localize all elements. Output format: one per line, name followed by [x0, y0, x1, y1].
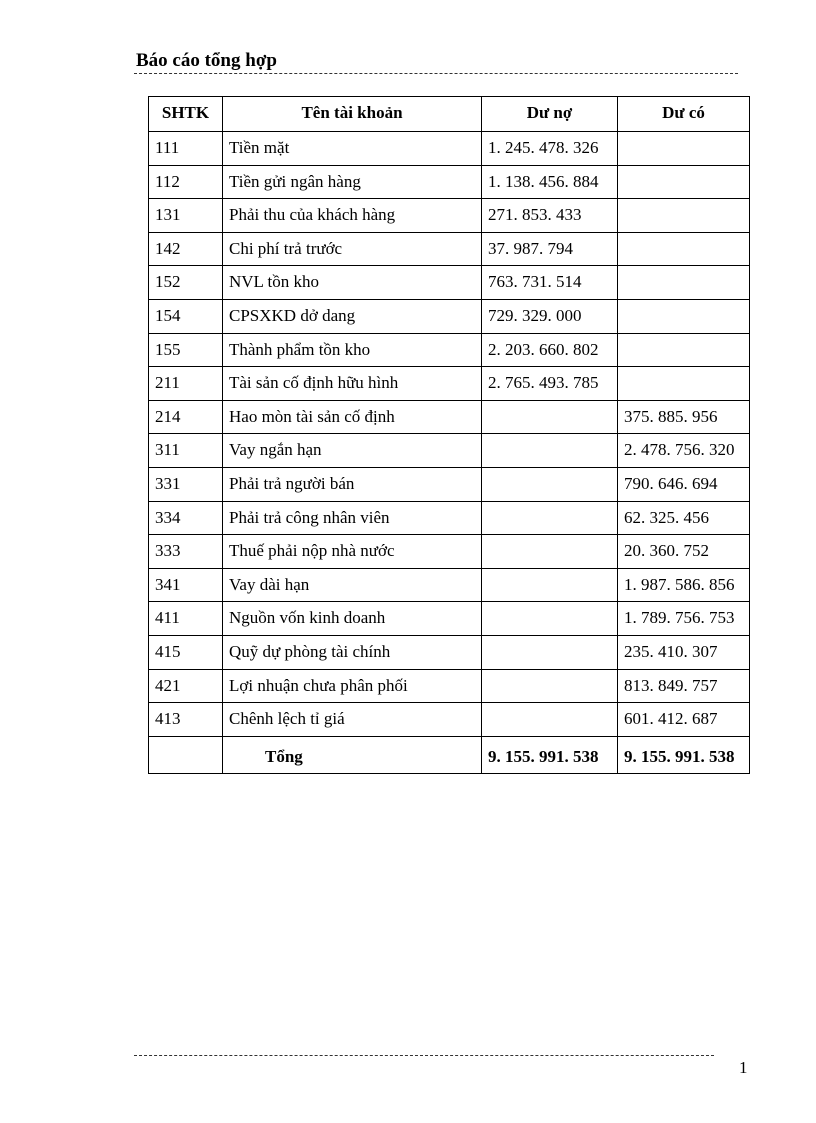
account-code: 154: [149, 299, 223, 333]
table-row: [149, 367, 750, 401]
account-code: 131: [149, 199, 223, 233]
table-row: [149, 501, 750, 535]
table-row: [149, 434, 750, 468]
debit-balance: 729. 329. 000: [482, 299, 618, 333]
column-header-credit: Dư có: [618, 97, 750, 132]
account-name: Quỹ dự phòng tài chính: [223, 635, 482, 669]
debit-balance: 2. 203. 660. 802: [482, 333, 618, 367]
credit-balance: 62. 325. 456: [618, 501, 750, 535]
account-name: Tài sản cố định hữu hình: [223, 367, 482, 401]
account-code: 415: [149, 635, 223, 669]
credit-balance: 813. 849. 757: [618, 669, 750, 703]
account-code: 331: [149, 467, 223, 501]
table-row: [149, 266, 750, 300]
credit-balance: 790. 646. 694: [618, 467, 750, 501]
account-code: 112: [149, 165, 223, 199]
account-name: Thuế phải nộp nhà nước: [223, 535, 482, 569]
account-name: Nguồn vốn kinh doanh: [223, 602, 482, 636]
credit-balance: 375. 885. 956: [618, 400, 750, 434]
debit-balance: 763. 731. 514: [482, 266, 618, 300]
debit-balance: [482, 669, 618, 703]
table-row: [149, 467, 750, 501]
credit-balance: 1. 987. 586. 856: [618, 568, 750, 602]
table-row: [149, 568, 750, 602]
table-row: [149, 232, 750, 266]
column-header-code: SHTK: [149, 97, 223, 132]
debit-balance: [482, 568, 618, 602]
credit-balance: [618, 165, 750, 199]
account-code: 214: [149, 400, 223, 434]
account-balance-table: [148, 96, 750, 774]
account-code: 311: [149, 434, 223, 468]
table-row: [149, 703, 750, 737]
account-code: 155: [149, 333, 223, 367]
debit-balance: 2. 765. 493. 785: [482, 367, 618, 401]
table-row: [149, 132, 750, 166]
column-header-debit: Dư nợ: [482, 97, 618, 132]
table-row: [149, 299, 750, 333]
account-name: Chi phí trả trước: [223, 232, 482, 266]
column-header-account-name: Tên tài khoản: [223, 97, 482, 132]
credit-balance: [618, 333, 750, 367]
credit-balance: [618, 266, 750, 300]
account-code: 334: [149, 501, 223, 535]
debit-balance: [482, 703, 618, 737]
table-row: [149, 602, 750, 636]
credit-balance: 235. 410. 307: [618, 635, 750, 669]
total-label: Tổng: [223, 736, 482, 774]
credit-balance: 1. 789. 756. 753: [618, 602, 750, 636]
debit-balance: [482, 602, 618, 636]
debit-balance: [482, 434, 618, 468]
footer-dashed-divider: [134, 1055, 714, 1056]
account-name: Phải thu của khách hàng: [223, 199, 482, 233]
account-name: Thành phẩm tồn kho: [223, 333, 482, 367]
debit-balance: [482, 501, 618, 535]
account-name: Phải trả công nhân viên: [223, 501, 482, 535]
credit-balance: [618, 299, 750, 333]
account-name: Tiền mặt: [223, 132, 482, 166]
credit-balance: [618, 132, 750, 166]
table-body: [149, 132, 750, 737]
debit-balance: 1. 245. 478. 326: [482, 132, 618, 166]
account-name: Chênh lệch tỉ giá: [223, 703, 482, 737]
account-code: 333: [149, 535, 223, 569]
debit-balance: [482, 400, 618, 434]
credit-balance: [618, 367, 750, 401]
account-code: 142: [149, 232, 223, 266]
page-title: Báo cáo tổng hợp: [136, 50, 277, 71]
account-name: Vay dài hạn: [223, 568, 482, 602]
account-name: Lợi nhuận chưa phân phối: [223, 669, 482, 703]
account-code: 341: [149, 568, 223, 602]
account-name: Vay ngắn hạn: [223, 434, 482, 468]
credit-balance: [618, 232, 750, 266]
account-code: 211: [149, 367, 223, 401]
debit-balance: [482, 535, 618, 569]
account-name: Phải trả người bán: [223, 467, 482, 501]
debit-balance: 37. 987. 794: [482, 232, 618, 266]
header-dashed-divider: [134, 73, 738, 74]
credit-balance: 20. 360. 752: [618, 535, 750, 569]
table-row: [149, 669, 750, 703]
account-code: 421: [149, 669, 223, 703]
account-name: Tiền gửi ngân hàng: [223, 165, 482, 199]
table-row: [149, 333, 750, 367]
table-row: [149, 165, 750, 199]
total-code-cell: [149, 736, 223, 774]
table-row: [149, 199, 750, 233]
table-row: [149, 400, 750, 434]
debit-balance: [482, 467, 618, 501]
page-number: 1: [739, 1058, 748, 1077]
account-name: Hao mòn tài sản cố định: [223, 400, 482, 434]
credit-balance: [618, 199, 750, 233]
debit-balance: [482, 635, 618, 669]
account-name: CPSXKD dở dang: [223, 299, 482, 333]
debit-balance: 1. 138. 456. 884: [482, 165, 618, 199]
total-credit: 9. 155. 991. 538: [618, 736, 750, 774]
account-code: 111: [149, 132, 223, 166]
table-row: [149, 635, 750, 669]
total-row: [149, 736, 750, 774]
credit-balance: 601. 412. 687: [618, 703, 750, 737]
debit-balance: 271. 853. 433: [482, 199, 618, 233]
table-header-row: [149, 97, 750, 132]
account-name: NVL tồn kho: [223, 266, 482, 300]
total-debit: 9. 155. 991. 538: [482, 736, 618, 774]
credit-balance: 2. 478. 756. 320: [618, 434, 750, 468]
table-row: [149, 535, 750, 569]
account-code: 152: [149, 266, 223, 300]
account-code: 413: [149, 703, 223, 737]
account-code: 411: [149, 602, 223, 636]
